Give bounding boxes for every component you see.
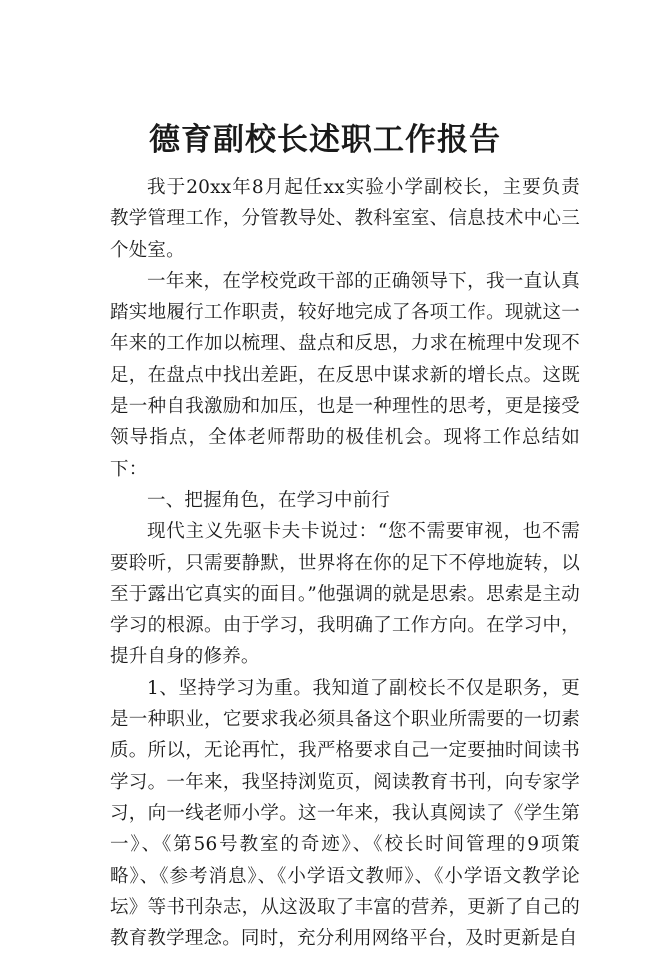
paragraph-overview: 一年来，在学校党政干部的正确领导下，我一直认真踏实地履行工作职责，较好地完成了各项工作。现就这一年来的工作加以梳理、盘点和反思，力求在梳理中发现不足，在盘点中找出差距，在反思中谋求新的增长点。这既是一种自我激励和加压，也是一种理性的思考，更是接受领导指点，全体老师帮助的极佳机会。现将工作总结如下： bbox=[110, 270, 580, 480]
paragraph-intro: 我于20xx年8月起任xx实验小学副校长，主要负责教学管理工作，分管教导处、教科室室、信息技术中心三个处室。 bbox=[110, 177, 580, 261]
document-title: 德育副校长述职工作报告 bbox=[149, 122, 501, 158]
paragraph-study: 1、坚持学习为重。我知道了副校长不仅是职务，更是一种职业，它要求我必须具备这个职业所需要的一切素质。所以，无论再忙，我严格要求自己一定要抽时间读书学习。一年来，我坚持浏览页，阅读教育书刊，向专家学习，向一线老师小学。这一年来，我认真阅读了《学生第一》、《第56号教室的奇迹》、《校长时间管理的9项策略》、《参考消息》、《小学语文教师》、《小学语文教学论坛》等书刊杂志，从这汲取了丰富的营养，更新了自己的教育教学理念。同时，充分利用网络平台，及时更新是自 bbox=[110, 677, 580, 950]
paragraph-kafka-quote: 现代主义先驱卡夫卡说过：“您不需要审视，也不需要聆听，只需要静默，世界将在你的足下不停地旋转，以至于露出它真实的面目。”他强调的就是思索。思索是主动学习的根源。由于学习，我明确了工作方向。在学习中，提升自身的修养。 bbox=[110, 521, 580, 668]
document-body bbox=[110, 172, 580, 954]
section-heading-1: 一、把握角色，在学习中前行 bbox=[147, 489, 391, 511]
